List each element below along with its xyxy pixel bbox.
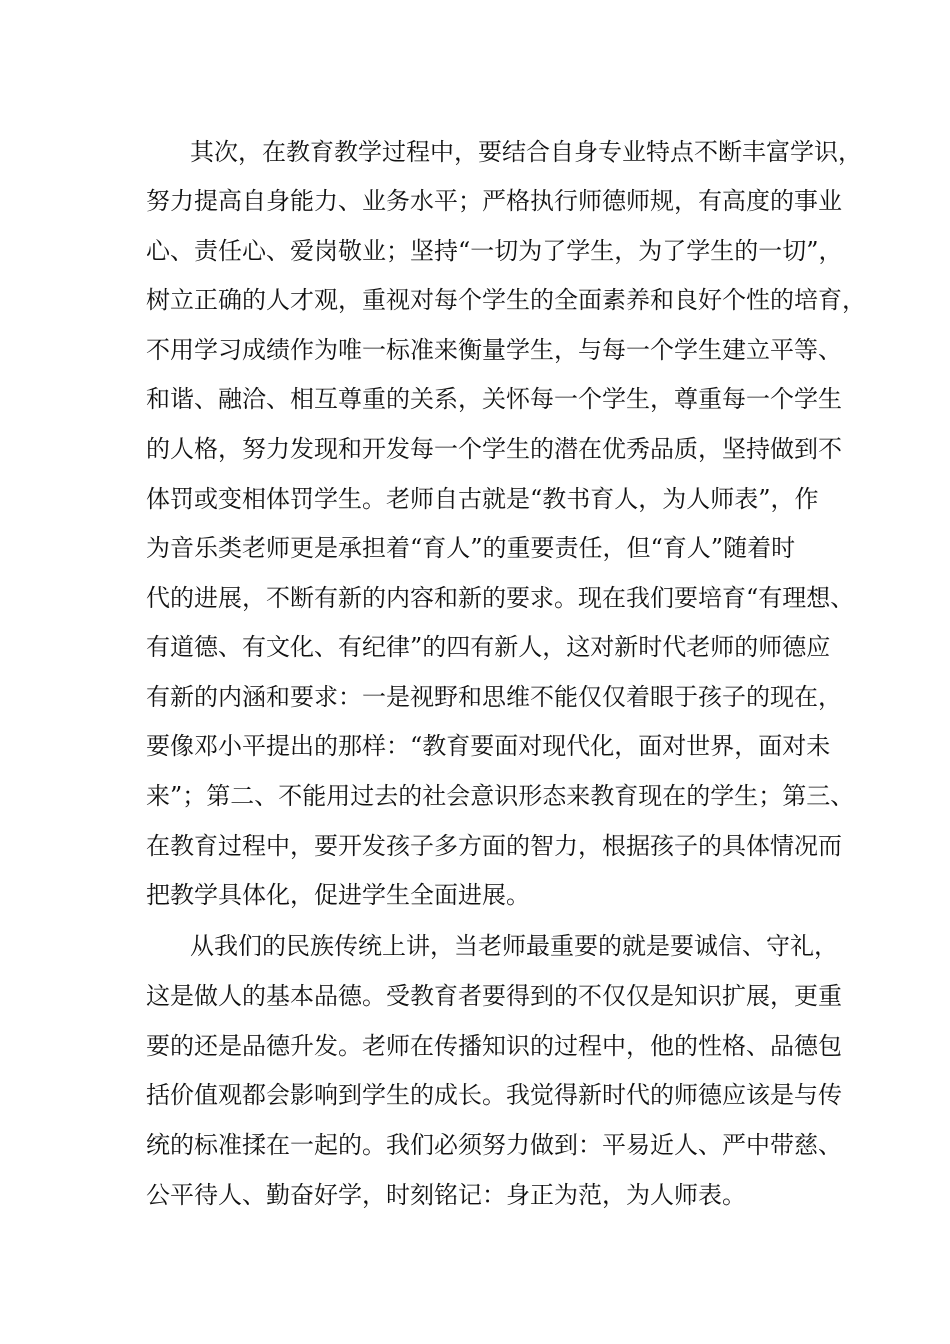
paragraph-1-line-9: 为音乐类老师更是承担着“育人”的重要责任，但“育人”随着时 (146, 534, 796, 562)
paragraph-1-line-5: 不用学习成绩作为唯一标准来衡量学生，与每一个学生建立平等、 (146, 336, 842, 364)
paragraph-1-line-4: 树立正确的人才观，重视对每个学生的全面素养和良好个性的培育， (146, 286, 866, 314)
paragraph-2-line-6: 公平待人、勤奋好学，时刻铭记：身正为范，为人师表。 (146, 1181, 746, 1209)
paragraph-1-line-3: 心、责任心、爱岗敬业；坚持“一切为了学生，为了学生的一切”， (146, 237, 843, 265)
paragraph-2-line-1: 从我们的民族传统上讲，当老师最重要的就是要诚信、守礼， (190, 932, 838, 960)
paragraph-1-line-13: 要像邓小平提出的那样：“教育要面对现代化，面对世界，面对未 (146, 732, 831, 760)
paragraph-1-line-14: 来”；第二、不能用过去的社会意识形态来教育现在的学生；第三、 (146, 782, 855, 810)
paragraph-1-line-12: 有新的内涵和要求：一是视野和思维不能仅仅着眼于孩子的现在， (146, 683, 842, 711)
paragraph-1-line-1: 其次，在教育教学过程中，要结合自身专业特点不断丰富学识， (190, 138, 862, 166)
paragraph-2-line-4: 括价值观都会影响到学生的成长。我觉得新时代的师德应该是与传 (146, 1081, 842, 1109)
paragraph-1-line-11: 有道德、有文化、有纪律”的四有新人，这对新时代老师的师德应 (146, 633, 831, 661)
paragraph-2-line-3: 要的还是品德升发。老师在传播知识的过程中，他的性格、品德包 (146, 1032, 842, 1060)
paragraph-1-line-15: 在教育过程中，要开发孩子多方面的智力，根据孩子的具体情况而 (146, 832, 842, 860)
paragraph-2-line-2: 这是做人的基本品德。受教育者要得到的不仅仅是知识扩展，更重 (146, 982, 842, 1010)
paragraph-1-line-6: 和谐、融洽、相互尊重的关系，关怀每一个学生，尊重每一个学生 (146, 385, 842, 413)
paragraph-1-line-7: 的人格，努力发现和开发每一个学生的潜在优秀品质，坚持做到不 (146, 435, 842, 463)
paragraph-2-line-5: 统的标准揉在一起的。我们必须努力做到：平易近人、严中带慈、 (146, 1131, 842, 1159)
paragraph-1-line-16: 把教学具体化，促进学生全面进展。 (146, 881, 530, 909)
paragraph-1-line-2: 努力提高自身能力、业务水平；严格执行师德师规，有高度的事业 (146, 187, 842, 215)
paragraph-1-line-8: 体罚或变相体罚学生。老师自古就是“教书育人，为人师表”，作 (146, 485, 819, 513)
paragraph-1-line-10: 代的进展，不断有新的内容和新的要求。现在我们要培育“有理想、 (146, 584, 855, 612)
